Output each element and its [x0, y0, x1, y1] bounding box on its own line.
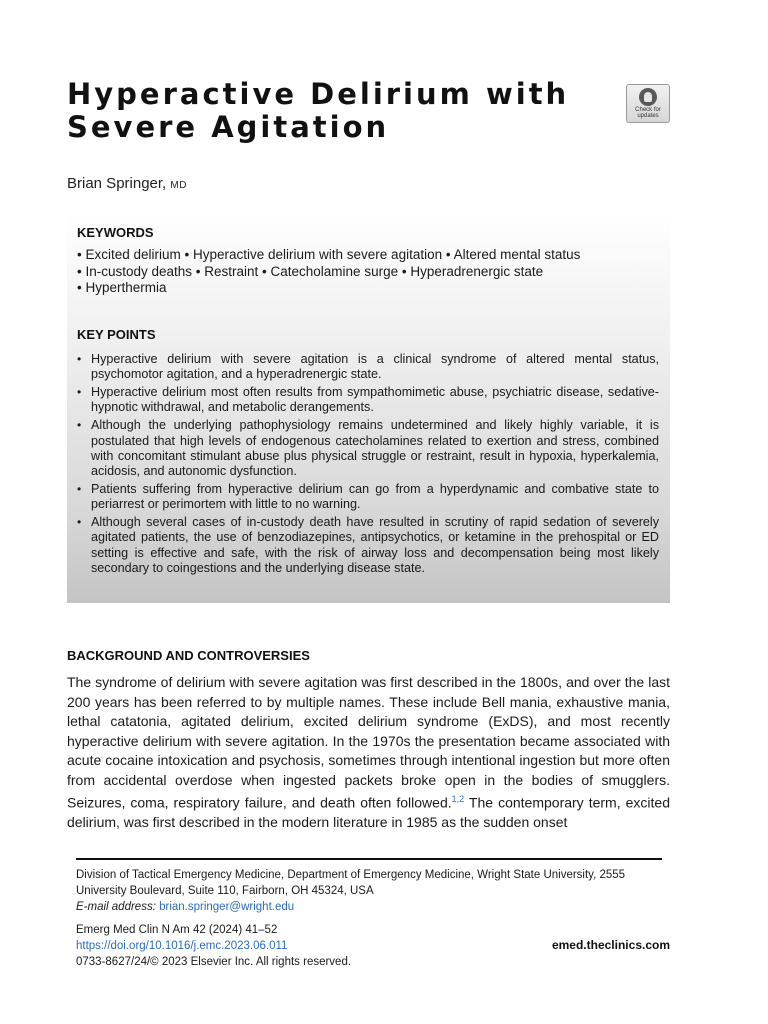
check-for-updates-badge[interactable]	[626, 84, 670, 123]
body-text-part-2: The contemporary term, excited delirium, was first described in the modern literature in 1985 as the sudden onset	[67, 794, 670, 831]
keywords-heading: KEYWORDS	[77, 225, 154, 240]
body-text-part-1: The syndrome of delirium with severe agitation was first described in the 1800s, and over the last 200 years has been referred to by multiple names. These include Bell mania, exhaustive mania, lethal catatonia, agitated delirium, excited delirium syndrome (ExDS), and most recently hyperactive delirium with severe agitation. In the 1970s the presentation became associated with acute cocaine intoxication and psychosis, sometimes through intentional ingestion but more often from accidental overdose when ingested packets broke open in the bodies of smugglers. Seizures, coma, respiratory failure, and death often followed.	[67, 674, 670, 811]
author-name: Brian Springer,	[67, 175, 167, 192]
key-point-item: • Although the underlying pathophysiology remains undetermined and likely highly variable, it is postulated that high levels of endogenous catecholamines related to exertion and stress, combined with concomitant stimulant abuse plus physical struggle or restraint, result in hypoxia, hyperkalemia, acidosis, and autonomic dysfunction.	[77, 418, 659, 479]
email-label: E-mail address:	[76, 901, 156, 913]
citation-text: Emerg Med Clin N Am 42 (2024) 41–52	[76, 924, 278, 936]
body-paragraph	[67, 673, 670, 833]
key-points-list	[77, 352, 659, 579]
keywords-list	[77, 247, 667, 297]
copyright-text: 0733-8627/24/© 2023 Elsevier Inc. All rights reserved.	[76, 956, 352, 968]
keywords-line: • Excited delirium • Hyperactive delirium with severe agitation • Altered mental status	[77, 247, 581, 262]
author-line	[67, 175, 187, 192]
title-line-1: Hyperactive Delirium with	[67, 77, 570, 111]
keywords-keypoints-box	[67, 213, 670, 603]
key-point-item: • Although several cases of in-custody death have resulted in scrutiny of rapid sedation of severely agitated patients, the use of benzodiazepines, antipsychotics, or ketamine in the prehospital or ED setting is effective and safe, with the risk of airway loss and decompensation being most likely secondary to coingestions and the underlying disease state.	[77, 515, 659, 576]
key-point-item: • Patients suffering from hyperactive delirium can go from a hyperdynamic and combative state to periarrest or perimortem with little to no warning.	[77, 482, 659, 512]
journal-website[interactable]: emed.theclinics.com	[551, 938, 670, 952]
badge-text-line-2: updates	[637, 113, 659, 119]
affiliation-block	[76, 867, 670, 915]
footer-divider	[76, 858, 662, 860]
email-link[interactable]: brian.springer@wright.edu	[159, 901, 295, 913]
affiliation-text: Division of Tactical Emergency Medicine, Department of Emergency Medicine, Wright State University, 2555 University Boulevard, Suite 110, Fairborn, OH 45324, USA	[76, 869, 626, 897]
badge-text-line-1: Check for	[635, 107, 661, 113]
article-title	[67, 78, 587, 144]
doi-link[interactable]: https://doi.org/10.1016/j.emc.2023.06.011	[76, 940, 288, 952]
section-heading: BACKGROUND AND CONTROVERSIES	[67, 648, 310, 663]
keywords-line: • Hyperthermia	[77, 280, 167, 295]
author-degree: MD	[170, 180, 187, 191]
key-points-heading: KEY POINTS	[77, 327, 156, 342]
key-point-item: • Hyperactive delirium most often results from sympathomimetic abuse, psychiatric disease, sedative-hypnotic withdrawal, and metabolic derangements.	[77, 385, 659, 415]
bookmark-icon	[639, 88, 657, 106]
key-point-item: • Hyperactive delirium with severe agitation is a clinical syndrome of altered mental status, psychomotor agitation, and a hyperadrenergic state.	[77, 352, 659, 382]
reference-link[interactable]: 1,2	[451, 794, 465, 804]
keywords-line: • In-custody deaths • Restraint • Catecholamine surge • Hyperadrenergic state	[77, 263, 544, 279]
title-line-2: Severe Agitation	[67, 110, 390, 144]
